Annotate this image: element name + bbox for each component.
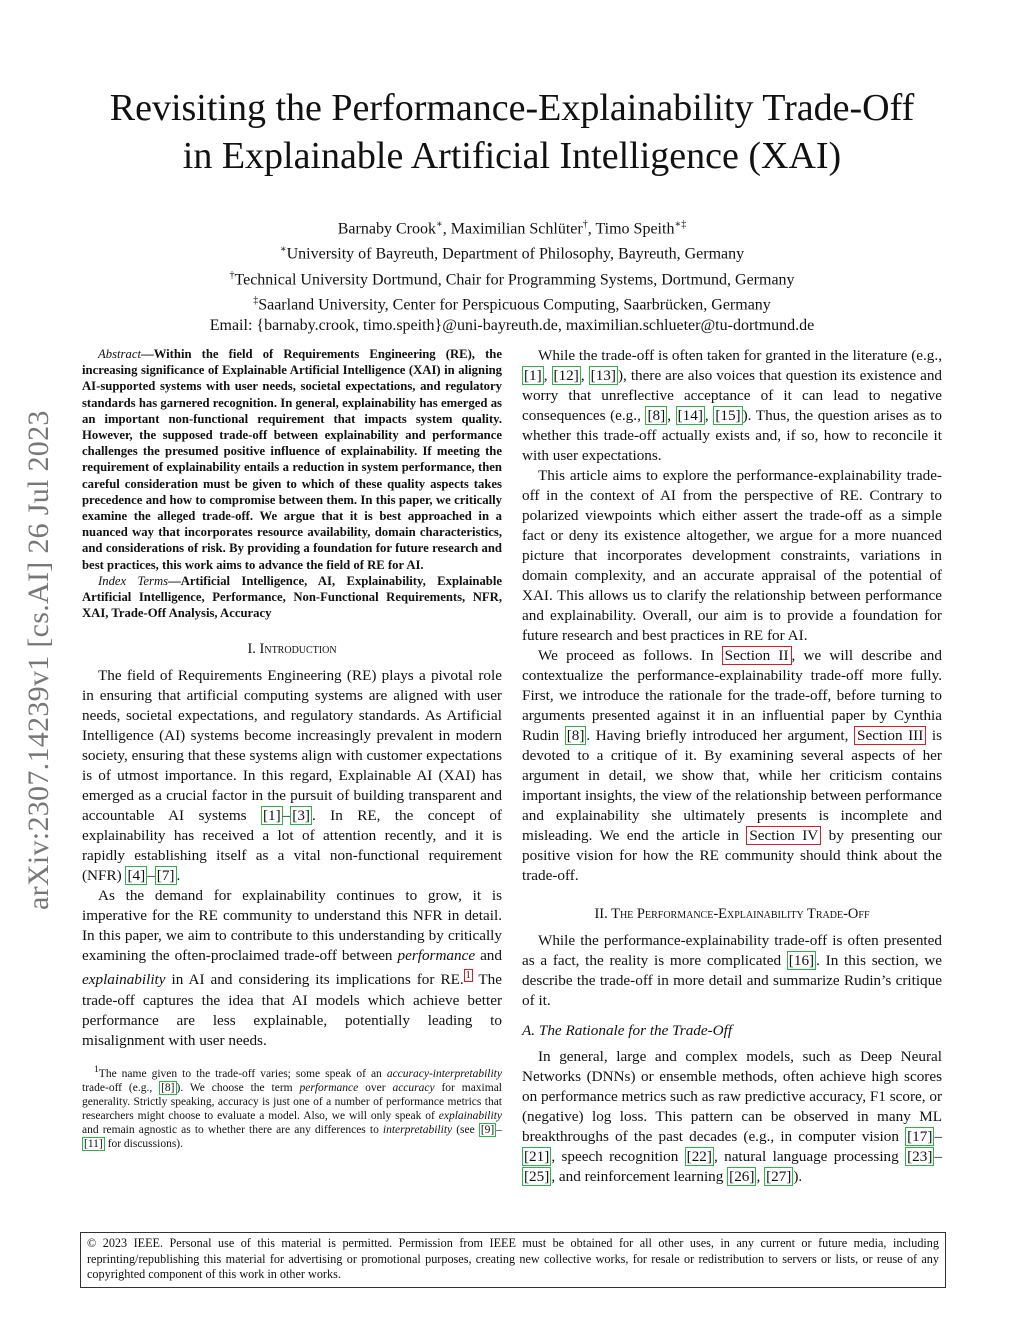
text: . Having briefly introduced her argument,	[586, 727, 854, 744]
footnote-link[interactable]: 1	[465, 970, 471, 982]
text: . In RE, the concept of explainability has received a lot of attention recently, and it is rapidly establishing itself as a vital non-functional requirement (NFR)	[82, 807, 502, 885]
author-name: Timo Speith	[595, 220, 675, 238]
emphasis: explainability	[438, 1109, 502, 1122]
affiliation-text: Saarland University, Center for Perspicuous Computing, Saarbrücken, Germany	[258, 296, 771, 314]
text: The name given to the trade-off varies; some speak of an	[98, 1067, 387, 1080]
text: ), there are also voices that question its existence and worry that unreflective acceptance of it can lead to negative consequences (e.g.,	[522, 367, 943, 424]
citation-dash: –	[934, 1128, 942, 1145]
citation-link[interactable]: [17]	[907, 1128, 933, 1145]
text: ). Thus, the question arises as to whether this trade-off actually exists and, if so, how to reconcile it with user expectations.	[522, 407, 943, 464]
text: is devoted to a critique of it. By examining several aspects of her argument in detail, we show that, while her criticism contains important insights, the view of the relationship between performance and explainability she ultimately presents is incomplete and misleading. We end the article in	[522, 727, 942, 844]
citation-link[interactable]: [1]	[524, 367, 542, 384]
right-column	[522, 346, 942, 1187]
section-link[interactable]: Section II	[722, 646, 792, 665]
text: and remain agnostic as to whether there are any differences to	[82, 1124, 383, 1137]
tradeoff-paragraph-1	[522, 931, 942, 1011]
tradeoff-paragraph-2	[522, 1047, 942, 1187]
author-email[interactable]: Email: {barnaby.crook, timo.speith}@uni-bayreuth.de, maximilian.schlueter@tu-dortmund.de	[209, 317, 815, 335]
affiliation-text: University of Bayreuth, Department of Philosophy, Bayreuth, Germany	[286, 245, 745, 263]
citation-comma: ,	[756, 1168, 765, 1185]
paper-header	[60, 84, 964, 336]
citation-link[interactable]: [1]	[262, 807, 281, 825]
citation-link[interactable]: [11]	[84, 1138, 103, 1151]
citation-link[interactable]: [22]	[686, 1148, 712, 1165]
text: for discussions).	[104, 1138, 183, 1151]
citation-comma: ,	[543, 367, 552, 384]
citation-link[interactable]: [15]	[715, 407, 741, 424]
intro-paragraph-3	[522, 346, 942, 466]
left-column	[82, 346, 502, 1152]
copyright-notice: © 2023 IEEE. Personal use of this material is permitted. Permission from IEEE must be obtained for all other uses, in any current or future media, including reprinting/republishing this material for advertising or promotional purposes, creating new collective works, for resale or redistribution to servers or lists, or reuse of any copyrighted component of this work in other works.	[80, 1232, 946, 1288]
text: and	[475, 947, 502, 965]
emphasis: interpretability	[382, 1124, 453, 1137]
emphasis: accuracy	[392, 1081, 435, 1094]
text: The trade-off captures the idea that AI models which achieve better performance are less explainable, potentially leading to misalignment with user needs.	[82, 971, 502, 1049]
abstract-text: —Within the field of Requirements Engineering (RE), the increasing significance of Explainable Artificial Intelligence (XAI) in aligning AI-supported systems with user needs, societal expectations, and regulatory standards has garnered recognition. In general, explainability has emerged as an important non-functional requirement that impacts system quality. However, the supposed trade-off between explainability and performance challenges the presumed positive influence of explainability. If meeting the requirement of explainability entails a reduction in system performance, then careful consideration must be given to which of these quality aspects takes precedence and how to compromise between them. In this paper, we critically examine the alleged trade-off. We argue that it is best approached in a nuanced way that incorporates resource availability, domain characteristics, and considerations of risk. By providing a foundation for future research and best practices, this work aims to advance the field of RE for AI.	[82, 347, 502, 572]
footnote	[82, 1063, 502, 1152]
footnote-mark: 1	[94, 1063, 99, 1075]
text: ). We choose the term	[176, 1081, 300, 1094]
citation-link[interactable]: [9]	[480, 1124, 495, 1137]
author-separator: ,	[587, 220, 596, 238]
citation-link[interactable]: [27]	[766, 1168, 792, 1185]
arxiv-identifier: arXiv:2307.14239v1 [cs.AI] 26 Jul 2023	[22, 410, 55, 910]
intro-paragraph-5	[522, 646, 942, 886]
abstract-label: Abstract	[98, 347, 141, 361]
citation-link[interactable]: [8]	[161, 1081, 175, 1094]
citation-link[interactable]: [25]	[524, 1168, 550, 1185]
citation-link[interactable]: [3]	[292, 807, 310, 825]
text: , we will describe and contextualize the performance-explainability trade-off more fully. First, we introduce the rationale for the trade-off, before turning to arguments presented against it in an influential paper by Cynthia Rudin	[522, 647, 942, 744]
text: . In this section, we describe the trade-off in more detail and summarize Rudin’s critique of it.	[522, 952, 942, 1009]
text: ).	[793, 1168, 803, 1185]
text: in AI and considering its implications for RE.	[165, 971, 464, 989]
intro-paragraph-4: This article aims to explore the performance-explainability trade-off in the context of AI from the perspective of RE. Contrary to polarized viewpoints which either assert the trade-off as a simple fact or deny its existence altogether, we argue for a more nuanced picture that incorporates development constraints, variations in domain complexity, and an accurate appraisal of the potential of XAI. This allows us to clarify the relationship between performance and explainability. Overall, our aim is to provide a foundation for future research and best practices in RE for AI.	[522, 467, 942, 644]
citation-link[interactable]: [4]	[127, 867, 146, 885]
citation-link[interactable]: [7]	[156, 867, 175, 885]
citation-link[interactable]: [14]	[677, 407, 703, 424]
text: by presenting our positive vision for how the RE community should think about the trade-off.	[522, 827, 942, 884]
citation-dash: –	[147, 867, 155, 885]
citation-dash: –	[496, 1124, 503, 1137]
citation-link[interactable]: [26]	[729, 1168, 755, 1185]
author-mark: ∗	[435, 219, 443, 230]
citation-link[interactable]: [8]	[566, 727, 585, 744]
title-line-2: in Explainable Artificial Intelligence (XAI)	[182, 135, 842, 177]
title-line-1: Revisiting the Performance-Explainability Trade-Off	[109, 87, 915, 129]
emphasis: accuracy-interpretability	[386, 1067, 502, 1080]
index-terms-label: Index Terms	[98, 573, 169, 588]
text: for maximal generality. Strictly speaking, accuracy is just one of a number of performance metrics that researchers might choose to evaluate a model. Also, we will only speak of	[82, 1081, 502, 1122]
citation-comma: ,	[580, 367, 589, 384]
citation-link[interactable]: [8]	[647, 407, 666, 424]
citation-dash: –	[934, 1148, 942, 1165]
text: .	[176, 867, 181, 885]
index-terms-text: —Artificial Intelligence, AI, Explainability, Explainable Artificial Intelligence, Performance, Non-Functional Requirements, NFR, XAI, Trade-Off Analysis, Accuracy	[82, 573, 503, 621]
text: While the trade-off is often taken for granted in the literature (e.g.,	[538, 347, 942, 364]
citation-dash: –	[282, 807, 291, 825]
citation-comma: ,	[704, 407, 714, 424]
section-link[interactable]: Section III	[854, 726, 926, 745]
affiliation-mark: †	[229, 269, 235, 281]
text: As the demand for explainability continues to grow, it is imperative for the RE community to understand this NFR in detail. In this paper, we aim to contribute to this understanding by critically examining the often-proclaimed trade-off between	[82, 887, 502, 965]
author-mark: ∗‡	[674, 219, 687, 230]
emphasis: performance	[397, 947, 476, 965]
author-separator: ,	[442, 220, 451, 238]
paper-title	[60, 84, 964, 180]
author-mark: †	[582, 219, 588, 230]
text: , and reinforcement learning	[551, 1168, 728, 1185]
text: trade-off (e.g.,	[82, 1081, 160, 1094]
citation-link[interactable]: [21]	[524, 1148, 550, 1165]
affiliation	[60, 265, 964, 290]
affiliation-text: Technical University Dortmund, Chair for Programming Systems, Dortmund, Germany	[234, 270, 795, 288]
author-name: Maximilian Schlüter	[450, 220, 583, 238]
emphasis: performance	[299, 1081, 359, 1094]
affiliation-mark: ‡	[253, 294, 259, 306]
author-name: Barnaby Crook	[337, 220, 436, 238]
intro-paragraph-1	[82, 666, 502, 886]
index-terms	[82, 573, 502, 622]
citation-link[interactable]: [13]	[590, 367, 616, 384]
section-heading-introduction: I. Introduction	[247, 641, 337, 658]
citation-comma: ,	[667, 407, 676, 424]
subsection-heading-rationale: A. The Rationale for the Trade-Off	[522, 1022, 733, 1039]
text: While the performance-explainability trade-off is often presented as a fact, the reality is more complicated	[522, 932, 942, 969]
author-block	[60, 214, 964, 336]
affiliation	[60, 239, 964, 264]
affiliation	[60, 290, 964, 315]
emphasis: explainability	[82, 971, 166, 989]
text: We proceed as follows. In	[538, 647, 722, 664]
section-link[interactable]: Section IV	[746, 826, 821, 845]
text: In general, large and complex models, such as Deep Neural Networks (DNNs) or ensemble methods, often achieve high scores on performance metrics such as raw predictive accuracy, F1 score, or (negative) log loss. This pattern can be observed in many ML breakthroughs of the past decades (e.g., in computer vision	[522, 1048, 942, 1145]
author-names	[60, 214, 964, 239]
text: (see	[452, 1124, 479, 1137]
section-heading-tradeoff: II. The Performance-Explainability Trade-Off	[594, 906, 870, 922]
text: over	[358, 1081, 393, 1094]
text: The field of Requirements Engineering (RE) plays a pivotal role in ensuring that artificial computing systems are aligned with user needs, societal expectations, and regulatory standards. As Artificial Intelligence (AI) systems become increasingly prevalent in modern society, ensuring that these systems align with customer expectations is of utmost importance. In this regard, Explainable AI (XAI) has emerged as a crucial factor in the pursuit of building transparent and accountable AI systems	[82, 667, 502, 825]
citation-link[interactable]: [23]	[907, 1148, 933, 1165]
citation-link[interactable]: [16]	[788, 952, 815, 969]
text: , speech recognition	[551, 1148, 685, 1165]
intro-paragraph-2	[82, 886, 502, 1050]
citation-link[interactable]: [12]	[553, 367, 579, 384]
affiliation-mark: ∗	[279, 244, 287, 256]
abstract	[82, 346, 502, 573]
text: , natural language processing	[713, 1148, 906, 1165]
